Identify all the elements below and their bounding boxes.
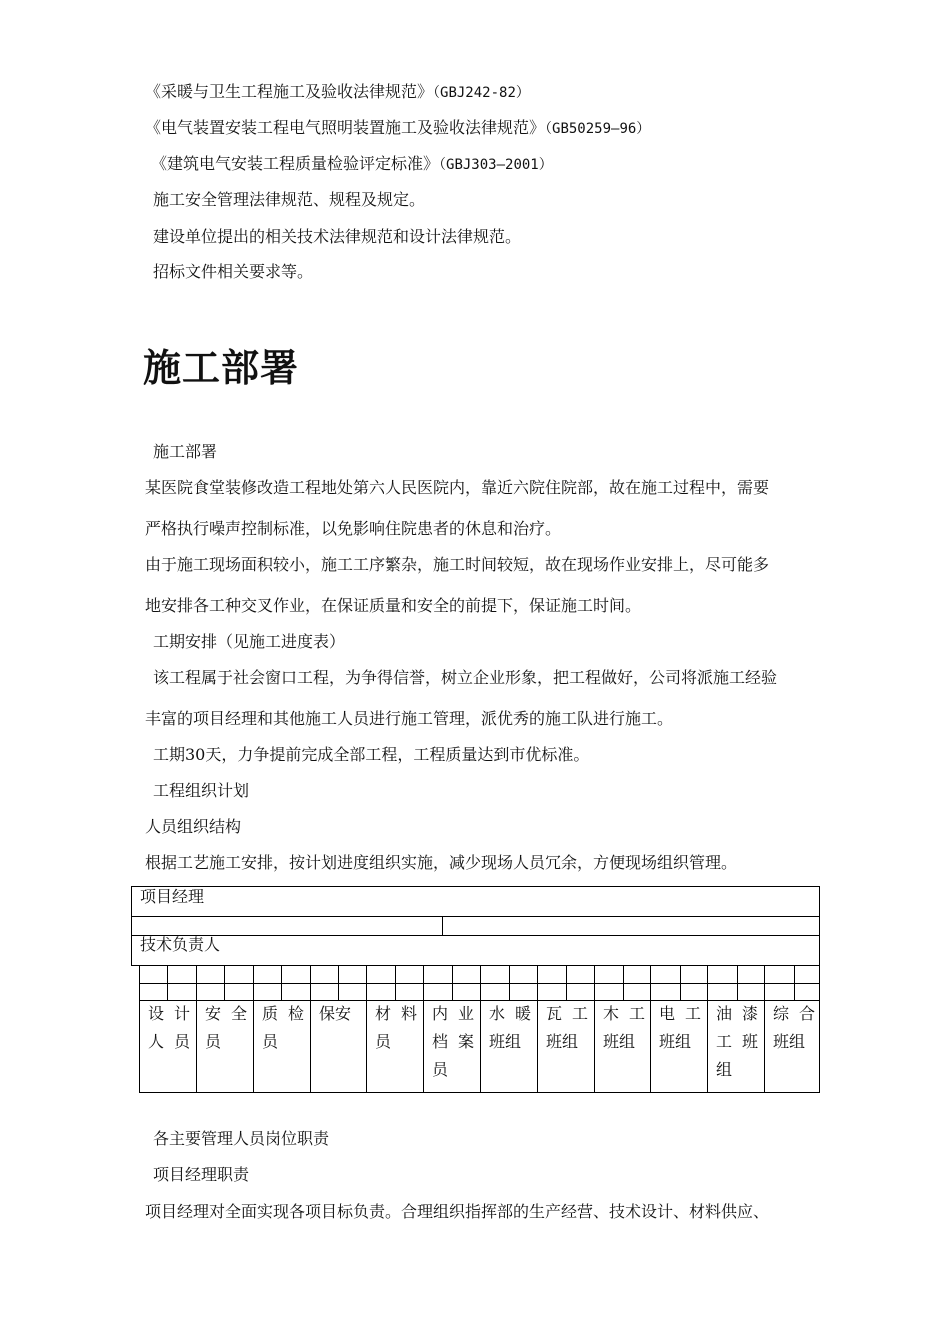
- divider: [509, 965, 510, 1000]
- divider: [442, 916, 443, 935]
- role-materials-officer: 材料员: [375, 1004, 417, 1051]
- paragraph-4: 工期30天，力争提前完成全部工程，工程质量达到市优标准。: [153, 745, 590, 764]
- paragraph-5: 根据工艺施工安排，按计划进度组织实施，减少现场人员冗余，方便现场组织管理。: [145, 853, 738, 872]
- divider: [310, 965, 311, 1093]
- paragraph-3-line-2: 丰富的项目经理和其他施工人员进行施工管理，派优秀的施工队进行施工。: [145, 709, 674, 728]
- role-quality-inspector: 质检员: [262, 1004, 304, 1051]
- reference-3: 《建筑电气安装工程质量检验评定标准》（GBJ303—2001）: [151, 154, 553, 173]
- role-painting-team: 油漆工班组: [716, 1004, 758, 1079]
- paragraph-2-line-2: 地安排各工种交叉作业，在保证质量和安全的前提下，保证施工时间。: [145, 596, 642, 615]
- reference-2: 《电气装置安装工程电气照明装置施工及验收法律规范》（GB50259—96）: [145, 118, 651, 137]
- page-title: 施工部署: [143, 346, 300, 390]
- pm-duties-line-1: 项目经理对全面实现各项目标负责。合理组织指挥部的生产经营、技术设计、材料供应、: [145, 1202, 770, 1221]
- reference-1: 《采暖与卫生工程施工及验收法律规范》（GBJ242-82）: [145, 82, 530, 101]
- duties-title: 各主要管理人员岗位职责: [153, 1129, 330, 1148]
- divider: [566, 965, 567, 1000]
- paragraph-1-line-2: 严格执行噪声控制标准，以免影响住院患者的休息和治疗。: [145, 519, 562, 538]
- schedule-title: 工期安排（见施工进度表）: [153, 632, 346, 651]
- divider: [338, 965, 339, 1000]
- org-structure-title: 人员组织结构: [145, 817, 242, 836]
- role-security: 保安: [319, 1004, 352, 1023]
- divider: [737, 965, 738, 1000]
- role-carpentry-team: 木工班组: [603, 1004, 645, 1051]
- divider: [623, 965, 624, 1000]
- basis-1: 施工安全管理法律规范、规程及规定。: [153, 190, 426, 209]
- paragraph-3-line-1: 该工程属于社会窗口工程，为争得信誉，树立企业形象，把工程做好，公司将派施工经验: [153, 668, 778, 687]
- divider: [224, 965, 225, 1000]
- role-plumbing-team: 水暖班组: [489, 1004, 531, 1051]
- role-safety-officer: 安全员: [205, 1004, 247, 1051]
- divider: [794, 965, 795, 1000]
- divider: [680, 965, 681, 1000]
- org-chart-top-frame: [131, 886, 820, 966]
- role-records-officer: 内业档案员: [432, 1004, 474, 1079]
- role-general-team: 综合班组: [773, 1004, 815, 1051]
- role-electrical-team: 电工班组: [659, 1004, 701, 1051]
- basis-3: 招标文件相关要求等。: [153, 262, 314, 281]
- divider: [452, 965, 453, 1000]
- divider: [167, 965, 168, 1000]
- pm-duties-title: 项目经理职责: [153, 1165, 250, 1184]
- paragraph-2-line-1: 由于施工现场面积较小，施工工序繁杂，施工时间较短，故在现场作业安排上，尽可能多: [145, 555, 770, 574]
- role-masonry-team: 瓦工班组: [546, 1004, 588, 1051]
- project-manager-box: 项目经理: [140, 887, 205, 906]
- paragraph-1-line-1: 某医院食堂装修改造工程地处第六人民医院内，靠近六院住院部，故在施工过程中，需要: [145, 478, 770, 497]
- divider: [395, 965, 396, 1000]
- basis-2: 建设单位提出的相关技术法律规范和设计法律规范。: [153, 227, 522, 246]
- org-plan-title: 工程组织计划: [153, 781, 250, 800]
- section-subtitle: 施工部署: [153, 442, 218, 461]
- technical-lead-box: 技术负责人: [140, 935, 221, 954]
- divider: [281, 965, 282, 1000]
- divider: [131, 935, 820, 936]
- role-design-staff: 设计人员: [148, 1004, 190, 1051]
- divider: [131, 916, 820, 917]
